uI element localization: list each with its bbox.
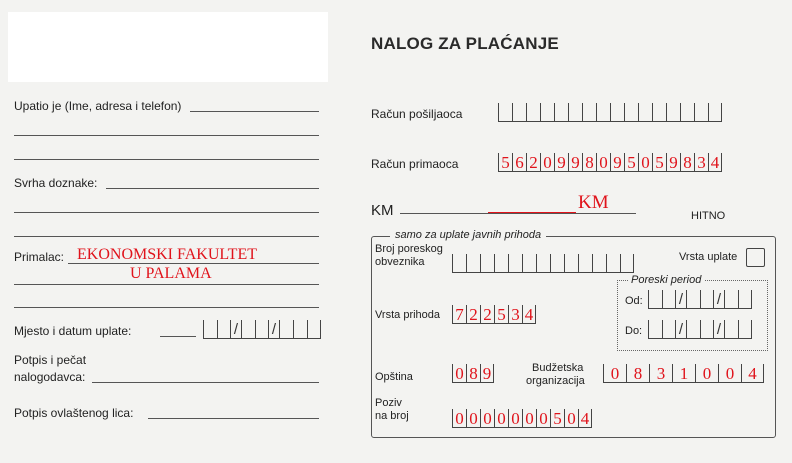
svrha-field-line2[interactable] [14, 212, 319, 213]
digit: 0 [540, 153, 554, 171]
potpis-label-line2: nalogodavca: [14, 370, 86, 384]
digit: 9 [568, 153, 582, 171]
blank-stamp-area [8, 12, 328, 82]
digit: 2 [466, 305, 480, 323]
digit: 0 [452, 364, 466, 382]
km-value: KM [578, 192, 609, 213]
primalac-label: Primalac: [14, 250, 65, 264]
upatio-field[interactable] [190, 111, 319, 112]
km-label: KM [371, 202, 394, 219]
digit: 1 [672, 364, 695, 382]
racun-posiljaoca-boxes[interactable] [498, 103, 722, 122]
racun-posiljaoca-label: Račun pošiljaoca [371, 107, 463, 121]
budzetska-boxes[interactable] [603, 364, 764, 383]
od-label: Od: [625, 295, 643, 307]
datum-boxes[interactable]: / / [203, 320, 321, 339]
poziv-label-line1: Poziv [375, 397, 402, 409]
potpis-field[interactable] [92, 382, 319, 383]
digit: 8 [582, 153, 596, 171]
svrha-field[interactable] [106, 188, 319, 189]
upatio-label: Upatio je (Ime, adresa i telefon) [14, 99, 182, 113]
vrsta-uplate-label: Vrsta uplate [679, 251, 738, 263]
digit: 3 [694, 153, 708, 171]
broj-poreskog-label-line2: obveznika [375, 256, 425, 268]
mjesto-field[interactable] [160, 336, 196, 337]
digit: 4 [708, 153, 722, 171]
poreski-period-label: Poreski period [628, 274, 704, 286]
km-red-underline [488, 212, 576, 213]
vrsta-prihoda-label: Vrsta prihoda [375, 309, 441, 321]
digit: 0 [480, 409, 494, 427]
digit: 8 [626, 364, 649, 382]
digit: 0 [638, 153, 652, 171]
form-title: NALOG ZA PLAĆANJE [371, 34, 559, 53]
broj-poreskog-label-line1: Broj poreskog [375, 243, 443, 255]
digit: 4 [741, 364, 764, 382]
digit: 5 [494, 305, 508, 323]
racun-primaoca-label: Račun primaoca [371, 157, 459, 171]
digit: 6 [512, 153, 526, 171]
digit: 4 [522, 305, 536, 323]
digit: 2 [480, 305, 494, 323]
digit: 9 [554, 153, 568, 171]
svrha-field-line3[interactable] [14, 236, 319, 237]
budzetska-label-line1: Budžetska [532, 362, 584, 374]
digit: 0 [508, 409, 522, 427]
primalac-field-line2[interactable] [14, 284, 319, 285]
digit: 0 [564, 409, 578, 427]
digit: 0 [494, 409, 508, 427]
primalac-value-line1: EKONOMSKI FAKULTET [77, 246, 257, 263]
primalac-field-line3[interactable] [14, 307, 319, 308]
budzetska-label-line2: organizacija [526, 375, 585, 387]
digit: 9 [610, 153, 624, 171]
digit: 0 [452, 409, 466, 427]
vrsta-prihoda-boxes[interactable] [452, 305, 536, 324]
digit: 5 [550, 409, 564, 427]
opstina-boxes[interactable] [452, 364, 494, 383]
racun-primaoca-boxes[interactable] [498, 153, 722, 172]
digit: 2 [526, 153, 540, 171]
od-boxes[interactable]: / / [648, 290, 752, 309]
do-boxes[interactable]: / / [648, 320, 752, 339]
digit: 9 [666, 153, 680, 171]
primalac-field[interactable] [68, 263, 319, 264]
digit: 5 [624, 153, 638, 171]
digit: 9 [480, 364, 494, 382]
digit: 3 [508, 305, 522, 323]
hitno-label: HITNO [691, 210, 726, 222]
digit: 0 [718, 364, 741, 382]
digit: 0 [466, 409, 480, 427]
digit: 0 [596, 153, 610, 171]
digit: 0 [522, 409, 536, 427]
primalac-value-line2: U PALAMA [130, 265, 212, 282]
digit: 8 [680, 153, 694, 171]
poziv-label-line2: na broj [375, 410, 409, 422]
digit: 7 [452, 305, 466, 323]
digit: 8 [466, 364, 480, 382]
digit: 4 [578, 409, 592, 427]
digit: 0 [603, 364, 626, 382]
digit: 3 [649, 364, 672, 382]
poziv-boxes[interactable] [452, 409, 592, 428]
ovlastenog-field[interactable] [148, 418, 319, 419]
digit: 5 [498, 153, 512, 171]
digit: 5 [652, 153, 666, 171]
mjesto-label: Mjesto i datum uplate: [14, 324, 132, 338]
upatio-field-line2[interactable] [14, 135, 319, 136]
potpis-label-line1: Potpis i pečat [14, 353, 87, 367]
broj-poreskog-boxes[interactable] [452, 254, 634, 273]
ovlastenog-label: Potpis ovlaštenog lica: [14, 406, 134, 420]
opstina-label: Opština [375, 371, 413, 383]
digit: 0 [536, 409, 550, 427]
panel-title: samo za uplate javnih prihoda [390, 229, 546, 241]
upatio-field-line3[interactable] [14, 159, 319, 160]
do-label: Do: [625, 325, 643, 337]
svrha-label: Svrha doznake: [14, 176, 98, 190]
digit: 0 [695, 364, 718, 382]
vrsta-uplate-box[interactable] [746, 248, 765, 267]
